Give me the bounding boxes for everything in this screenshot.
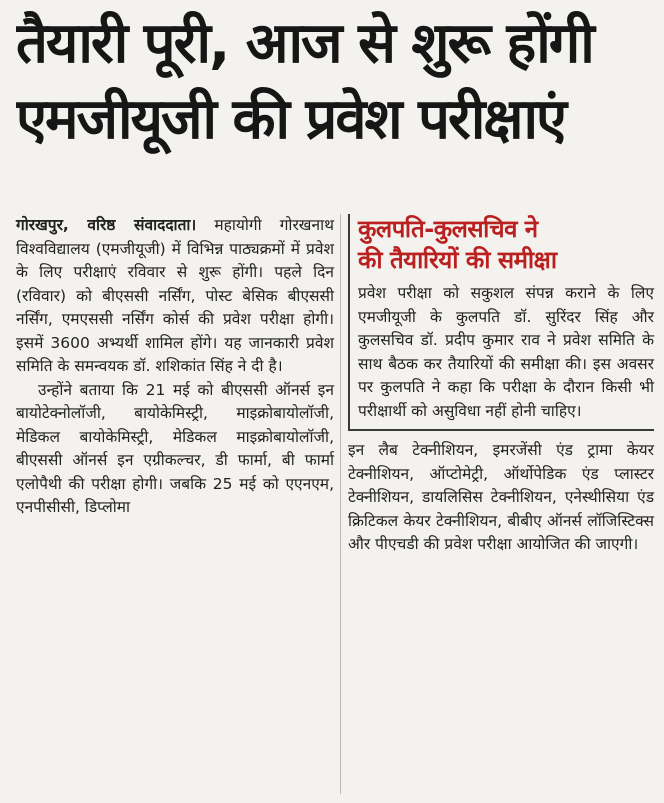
headline-line-1: तैयारी पूरी, आज से शुरू होंगी xyxy=(16,11,593,76)
article-paragraph-2: उन्होंने बताया कि 21 मई को बीएससी ऑनर्स इन बायोटेक्नोलॉजी, बायोकेमिस्ट्री, माइक्रोबायोलॉजी, मेडिकल बायोकेमिस्ट्री, मेडिकल माइक्रोबायोलॉजी, बीएससी ऑनर्स इन एग्रीकल्चर, डी फार्मा, बी फार्मा एलोपैथी की परीक्षा होगी। जबकि 25 मई को एएनएम, एनपीसीसी, डिप्लोमा xyxy=(16,380,334,516)
sidebar-box-text: प्रवेश परीक्षा को सकुशल संपन्न कराने के लिए एमजीयूजी के कुलपति डॉ. सुरिंदर सिंह और कुलसचिव डॉ. प्रदीप कुमार राव ने प्रवेश समिति के साथ बैठक कर तैयारियों की समीक्षा की। इस अवसर पर कुलपति ने कहा कि परीक्षा के दौरान किसी भी परीक्षार्थी को असुविधा नहीं होनी चाहिए। xyxy=(358,284,654,420)
article-paragraph-1 xyxy=(16,214,334,379)
article-paragraph-2-continued: इन लैब टेक्नीशियन, इमरजेंसी एंड ट्रामा केयर टेक्नीशियन, ऑप्टोमेट्री, ऑर्थोपेडिक एंड प्लास्टर टेक्नीशियन, डायलिसिस टेक्नीशियन, एनेस्थीसिया एंड क्रिटिकल केयर टेक्नीशियन, बीबीए ऑनर्स लॉजिस्टिक्स और पीएचडी की प्रवेश परीक्षा आयोजित की जाएगी। xyxy=(348,441,654,553)
left-column xyxy=(16,214,334,520)
headline-line-2: एमजीयूजी की प्रवेश परीक्षाएं xyxy=(16,87,565,152)
headline xyxy=(16,6,652,158)
article-paragraph-1-text: महायोगी गोरखनाथ विश्वविद्यालय (एमजीयूजी) में विभिन्न पाठ्यक्रमों में प्रवेश के लिए परीक्षाएं रविवार से शुरू होंगी। पहले दिन (रविवार) को बीएससी नर्सिंग, पोस्ट बेसिक बीएससी नर्सिंग, एमएससी नर्सिंग कोर्स की प्रवेश परीक्षा होगी। इसमें 3600 अभ्यर्थी शामिल होंगे। यह जानकारी प्रवेश समिति के समन्वयक डॉ. शशिकांत सिंह ने दी है। xyxy=(16,216,334,375)
right-column xyxy=(348,214,654,557)
dateline: गोरखपुर, वरिष्ठ संवाददाता। xyxy=(16,216,197,234)
sidebar-box-title xyxy=(358,214,654,276)
sidebar-box-title-line-1: कुलपति-कुलसचिव ने xyxy=(358,215,538,243)
column-divider xyxy=(340,214,341,794)
sidebar-box-title-line-2: की तैयारियों की समीक्षा xyxy=(358,246,557,274)
sidebar-box xyxy=(348,214,654,431)
article-body xyxy=(16,214,654,794)
